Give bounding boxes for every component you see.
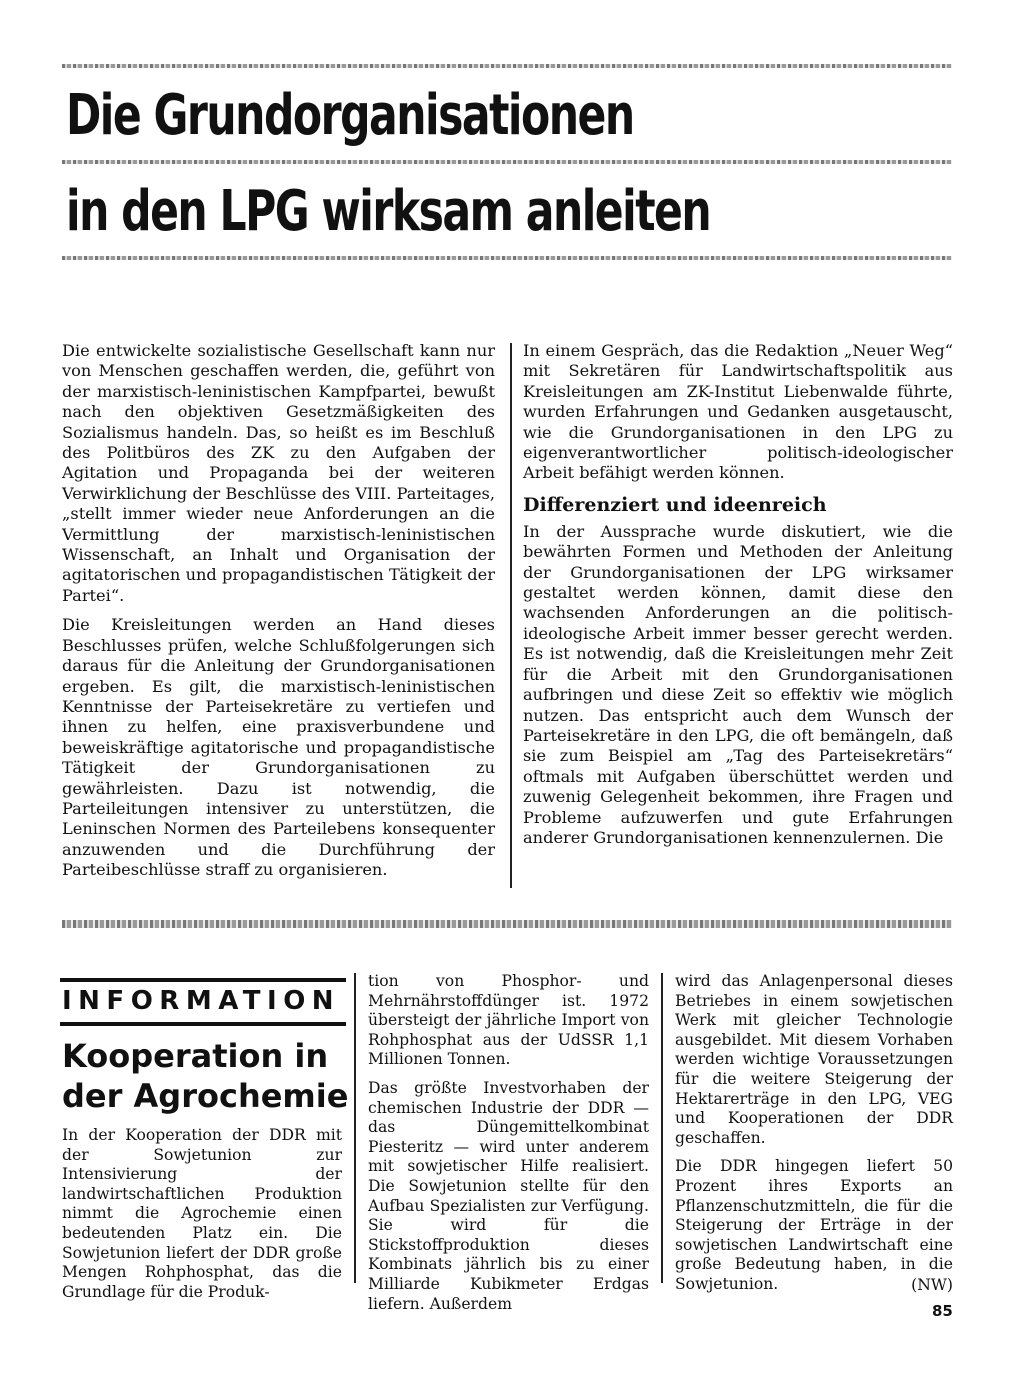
info-col2-paragraph-1: tion von Phosphor- und Mehrnährstoffdünger ist. 1972 übersteigt der jährliche Import von Rohphosphat aus der UdSSR 1,1 Millionen Tonnen. — [368, 972, 649, 1069]
article-right-column — [523, 341, 953, 857]
info-column-1 — [62, 1126, 342, 1311]
info-col1-paragraph: In der Kooperation der DDR mit der Sowjetunion zur Intensivierung der landwirtschaftlichen Produktion nimmt die Agrochemie einen bedeutenden Platz ein. Die Sowjetunion liefert der DDR große Mengen Rohphosphat, das die Grundlage für die Produk- — [62, 1126, 342, 1301]
top-rule — [62, 64, 952, 68]
info-col3-paragraph-1: wird das Anlagenpersonal dieses Betriebes in einem sowjetischen Werk mit gleicher Technologie ausgebildet. Mit diesem Vorhaben werden wichtige Voraussetzungen für die weitere Steigerung der Hektarerträge in den LPG, VEG und Kooperationen der DDR geschaffen. — [675, 972, 953, 1147]
info-title: Kooperation in der Agrochemie — [62, 1037, 349, 1115]
page-number: 85 — [932, 1302, 953, 1320]
headline-bottom-rule — [62, 256, 952, 260]
info-column-2 — [368, 972, 649, 1323]
info-column-divider-2 — [661, 973, 663, 1283]
headline-divider-rule — [62, 160, 952, 164]
headline-line-2: in den LPG wirksam anleiten — [66, 179, 711, 244]
article-column-divider — [510, 343, 512, 888]
article-left-column — [62, 341, 495, 890]
info-signature: (NW) — [911, 1275, 953, 1294]
info-col3-paragraph-2: Die DDR hingegen liefert 50 Prozent ihres Exports an Pflanzenschutzmitteln, die für die Steigerung der Erträge in der sowjetischen Landwirtschaft eine große Bedeutung haben, in die Sowjetunion. — [675, 1157, 953, 1293]
article-paragraph-1: Die entwickelte sozialistische Gesellschaft kann nur von Menschen geschaffen werden, die, geführt von der marxistisch-leninistischen Kampfpartei, bewußt nach den objektiven Gesetzmäßigkeiten des Sozialismus handeln. Das, so heißt es im Beschluß des Politbüros des ZK zu den Aufgaben der Agitation und Propaganda bei der weiteren Verwirklichung der Beschlüsse des VIII. Parteitages, „stellt immer wieder neue Anforderungen an die Vermittlung der marxistisch-leninistischen Wissenschaft, an Inhalt und Organisation der agitatorischen und propagandistischen Tätigkeit der Partei“. — [62, 341, 495, 605]
article-intro-paragraph: In einem Gespräch, das die Redaktion „Neuer Weg“ mit Sekretären für Landwirtschaftspolitik aus Kreisleitungen am ZK-Institut Liebenwalde führte, wurden Erfahrungen und Gedanken ausgetauscht, wie die Grundorganisationen in den LPG zu eigenverantwortlicher politisch-ideologischer Arbeit befähigt werden können. — [523, 341, 953, 483]
info-column-3 — [675, 972, 953, 1295]
article-body-paragraph: In der Aussprache wurde diskutiert, wie die bewährten Formen und Methoden der Anleitung der Grundorganisationen der LPG wirksamer gestaltet werden können, damit diese den wachsenden Anforderungen an die politisch-ideologische Arbeit immer besser gerecht werden. Es ist notwendig, daß die Kreisleitungen mehr Zeit für die Arbeit mit den Grundorganisationen aufbringen und diese Zeit so effektiv wie möglich nutzen. Das entspricht auch dem Wunsch der Parteisekretäre in den LPG, die oft bemängeln, daß sie zum Beispiel am „Tag des Parteisekretärs“ oftmals mit Aufgaben überschüttet werden und zuwenig Gelegenheit bekommen, ihre Fragen und Probleme aufzuwerfen und gute Erfahrungen anderer Grundorganisationen kennenzulernen. Die — [523, 521, 953, 847]
article-subheading: Differenziert und ideenreich — [523, 493, 827, 516]
article-paragraph-2: Die Kreisleitungen werden an Hand dieses Beschlusses prüfen, welche Schlußfolgerungen sich daraus für die Anleitung der Grundorganisationen ergeben. Es gilt, die marxistisch-leninistischen Kenntnisse der Parteisekretäre zu vertiefen und ihnen zu helfen, eine praxisverbundene und beweiskräftige agitatorische und propagandistische Tätigkeit der Grundorganisationen zu gewährleisten. Dazu ist notwendig, die Parteileitungen intensiver zu unterstützen, die Leninschen Normen des Parteilebens konsequenter anzuwenden und die Durchführung der Parteibeschlüsse straff zu organisieren. — [62, 615, 495, 880]
headline-line-1: Die Grundorganisationen — [66, 83, 634, 148]
info-column-divider-1 — [354, 973, 356, 1283]
information-label: INFORMATION — [60, 978, 346, 1026]
section-divider-rule — [62, 920, 952, 928]
info-col2-paragraph-2: Das größte Investvorhaben der chemischen Industrie der DDR — das Düngemittelkombinat Piesteritz — wird unter anderem mit sowjetischer Hilfe realisiert. Die Sowjetunion stellte für den Aufbau Spezialisten zur Verfügung. Sie wird für die Stickstoffproduktion dieses Kombinats jährlich bis zu einer Milliarde Kubikmeter Erdgas liefern. Außerdem — [368, 1078, 649, 1313]
